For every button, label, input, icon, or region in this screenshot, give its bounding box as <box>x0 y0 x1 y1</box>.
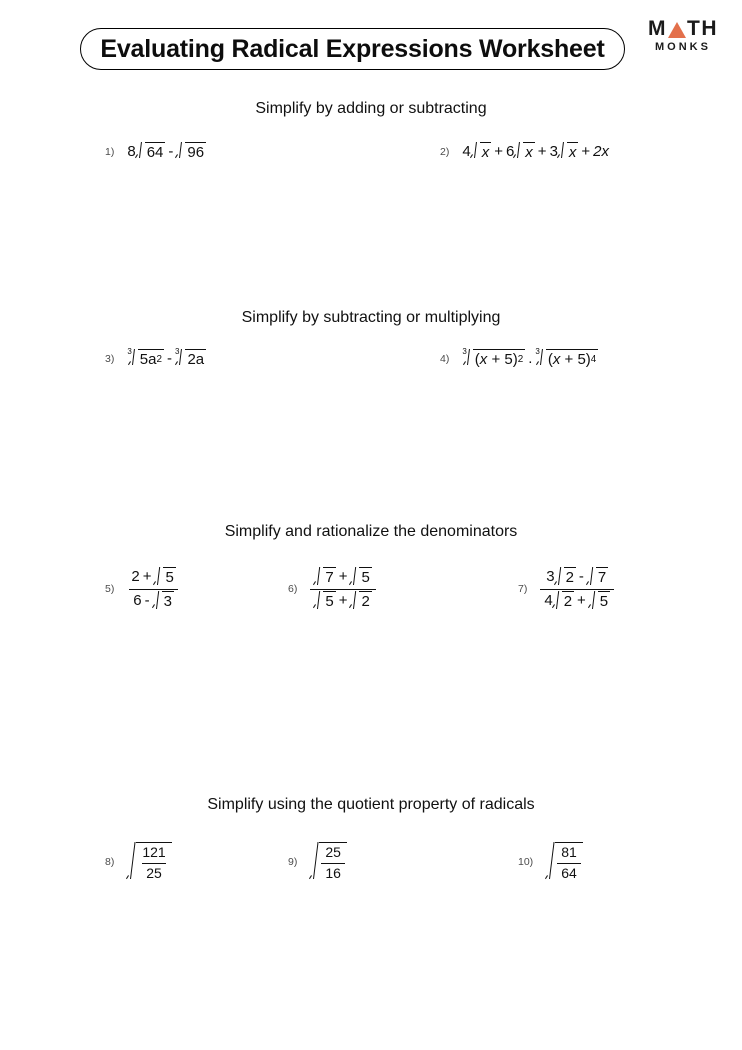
radical-sign <box>471 142 480 161</box>
section-subtracting-multiplying <box>0 309 742 409</box>
problem-expression <box>127 567 179 612</box>
operator-plus: + <box>537 143 547 160</box>
problem-expression <box>462 142 609 161</box>
problem-number: 4) <box>440 352 450 365</box>
radical-sign <box>310 842 319 882</box>
problem-row <box>0 567 742 627</box>
section-heading: Simplify by adding or subtracting <box>255 100 487 117</box>
problem-number: 6) <box>288 583 298 596</box>
square-root-icon <box>314 567 335 588</box>
operator-minus: - <box>144 591 150 609</box>
worksheet-title-pill <box>80 28 625 70</box>
problem-row <box>0 349 742 409</box>
radical-sign <box>176 142 185 161</box>
radicand: x <box>525 144 533 161</box>
operator-plus: + <box>142 568 152 585</box>
fraction <box>557 844 581 882</box>
problem-7 <box>518 567 614 612</box>
radical-sign <box>154 567 163 588</box>
radical-index: 3 <box>174 347 180 356</box>
logo-wordmark-math <box>648 18 718 39</box>
problem-8 <box>105 842 172 882</box>
problem-10 <box>518 842 583 882</box>
problem-expression <box>310 567 375 612</box>
radicand: 64 <box>146 144 164 161</box>
section-heading: Simplify by subtracting or multiplying <box>241 309 501 326</box>
radical-sign <box>350 591 359 612</box>
square-root-icon <box>153 591 174 612</box>
radical-sign <box>136 142 145 161</box>
radicand: 7 <box>597 569 607 586</box>
radical-sign <box>553 591 562 612</box>
radicand: 5 <box>165 569 174 586</box>
square-root-icon <box>553 591 574 612</box>
fraction-denominator: 64 <box>557 863 581 883</box>
operator-plus: + <box>338 591 348 609</box>
fraction <box>321 844 345 882</box>
radical-index: 3 <box>462 347 467 356</box>
radicand: 5 <box>361 569 370 586</box>
problem-6 <box>288 567 376 612</box>
variable: x <box>479 351 488 368</box>
problem-expression <box>127 842 171 882</box>
math-monks-logo <box>648 18 718 53</box>
problem-expression <box>310 842 347 882</box>
square-root-icon <box>587 567 608 588</box>
fraction-numerator <box>310 567 375 589</box>
cube-root-icon <box>535 349 598 368</box>
radicand: 5 <box>599 592 609 610</box>
radical-sign <box>314 591 323 612</box>
square-root-icon <box>310 842 347 882</box>
problem-expression <box>127 142 206 161</box>
radicand: 2a <box>187 351 205 368</box>
radical-sign <box>127 842 136 882</box>
radical-sign <box>314 567 323 588</box>
cube-root-icon <box>462 349 525 368</box>
radicand: 5 <box>325 592 334 610</box>
radical-sign <box>558 142 567 161</box>
square-root-icon <box>176 142 206 161</box>
term: 2 <box>131 568 140 585</box>
radicand-base: (x + 5) <box>547 351 591 368</box>
coefficient: 6 <box>505 143 515 160</box>
radicand-base: (x + 5) <box>474 351 518 368</box>
coefficient: 3 <box>546 568 555 585</box>
radicand: 7 <box>325 569 334 586</box>
fraction-numerator: 81 <box>561 844 577 860</box>
radicand: x <box>481 144 490 161</box>
problem-5 <box>105 567 180 612</box>
fraction-numerator: 25 <box>325 844 341 860</box>
coefficient: 4 <box>462 143 471 160</box>
radical-sign <box>546 842 555 882</box>
radical-sign <box>350 567 359 588</box>
problem-number: 7) <box>518 583 528 596</box>
fraction-denominator <box>540 589 614 612</box>
problem-expression <box>540 567 614 612</box>
radicand: 2 <box>563 592 573 610</box>
problem-expression <box>462 349 598 368</box>
problem-9 <box>288 842 347 882</box>
square-root-icon <box>350 591 371 612</box>
problem-number: 8) <box>105 856 115 868</box>
fraction-denominator <box>129 589 178 612</box>
radicand: 2 <box>565 569 574 586</box>
radicand: (x + 5) 2 <box>474 351 524 368</box>
coefficient: 4 <box>544 591 553 609</box>
square-root-icon <box>558 142 579 161</box>
radicand <box>555 842 583 882</box>
fraction <box>310 567 375 612</box>
fraction <box>127 567 179 612</box>
problem-3 <box>105 349 206 368</box>
fraction-denominator: 25 <box>142 863 166 883</box>
fraction-denominator <box>310 589 375 612</box>
operator-plus: + <box>581 143 591 160</box>
fraction-denominator: 16 <box>321 863 345 883</box>
operator-minus: - <box>168 143 174 160</box>
square-root-icon <box>514 142 535 161</box>
square-root-icon <box>555 567 576 588</box>
radical-index: 3 <box>127 347 132 356</box>
radicand: 3 <box>163 592 172 610</box>
radical-sign <box>153 591 162 612</box>
radicand: 96 <box>187 144 205 161</box>
operator-plus: + <box>577 591 586 609</box>
problem-row <box>0 142 742 202</box>
section-heading: Simplify and rationalize the denominators <box>224 523 518 540</box>
radicand: (x + 5) 4 <box>547 351 597 368</box>
problem-1 <box>105 142 206 161</box>
triangle-icon <box>668 22 686 38</box>
variable: x <box>552 351 561 368</box>
operator-minus: - <box>578 568 584 585</box>
problem-number: 2) <box>440 145 450 158</box>
square-root-icon <box>350 567 371 588</box>
problem-number: 10) <box>518 856 534 868</box>
logo-wordmark-monks: MONKS <box>655 41 711 53</box>
coefficient: 3 <box>549 143 558 160</box>
logo-letters-th: TH <box>687 17 718 40</box>
operator-plus: + <box>494 143 503 160</box>
coefficient: 8 <box>127 143 136 160</box>
cube-root-icon <box>127 349 164 368</box>
fraction-numerator <box>542 567 612 589</box>
term: 2x <box>593 143 610 160</box>
problem-2 <box>440 142 609 161</box>
section-heading: Simplify using the quotient property of radicals <box>207 796 535 813</box>
page-title: Evaluating Radical Expressions Worksheet <box>100 34 605 63</box>
problem-number: 3) <box>105 352 115 365</box>
cube-root-icon <box>175 349 206 368</box>
radical-sign <box>555 567 564 588</box>
square-root-icon <box>589 591 610 612</box>
square-root-icon <box>127 842 171 882</box>
problem-number: 9) <box>288 856 298 868</box>
section-adding-subtracting <box>0 100 742 202</box>
square-root-icon <box>314 591 335 612</box>
operator-multiply: . <box>528 350 533 367</box>
radicand: x <box>568 144 577 161</box>
fraction-numerator <box>127 567 179 589</box>
problem-number: 5) <box>105 583 115 596</box>
problem-number: 1) <box>105 145 115 158</box>
square-root-icon <box>546 842 583 882</box>
problem-expression <box>546 842 583 882</box>
section-rationalize-denominators <box>0 523 742 627</box>
fraction <box>540 567 614 612</box>
radical-sign <box>589 591 598 612</box>
square-root-icon <box>154 567 175 588</box>
radical-index: 3 <box>535 347 540 356</box>
square-root-icon <box>136 142 166 161</box>
logo-letter-m: M <box>648 17 667 40</box>
radical-sign <box>587 567 596 588</box>
square-root-icon <box>471 142 492 161</box>
radicand: 5a 2 <box>139 351 162 368</box>
radicand-base: 5a <box>139 351 157 368</box>
problem-expression <box>127 349 206 368</box>
radicand: 2 <box>361 592 370 610</box>
section-quotient-property <box>0 796 742 902</box>
radical-sign <box>514 142 523 161</box>
radicand <box>136 842 171 882</box>
fraction-numerator: 121 <box>142 844 166 860</box>
operator-plus: + <box>338 568 348 585</box>
fraction <box>138 844 169 882</box>
operator-minus: - <box>166 350 172 367</box>
problem-4 <box>440 349 598 368</box>
radicand <box>319 842 347 882</box>
problem-row <box>0 842 742 902</box>
term: 6 <box>133 591 142 609</box>
